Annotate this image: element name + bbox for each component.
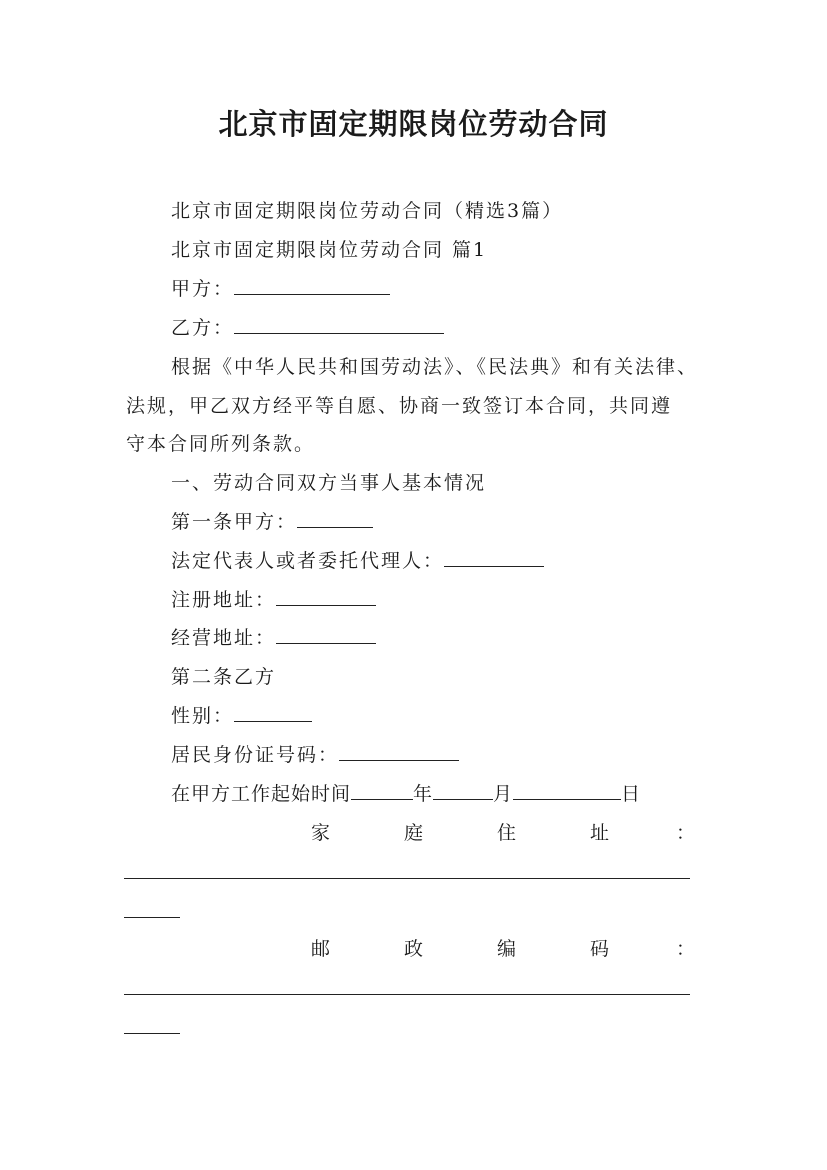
home-address-char: 家 (311, 822, 331, 844)
article-1-label: 第一条甲方： (171, 511, 298, 533)
document-title: 北京市固定期限岗位劳动合同 (218, 107, 609, 141)
month-label: 月 (493, 783, 514, 805)
party-b-line (171, 315, 444, 341)
home-address-char: 住 (497, 822, 517, 844)
party-b-blank (234, 315, 444, 334)
start-date-line (171, 781, 641, 807)
year-label: 年 (413, 783, 434, 805)
representative-line (171, 548, 544, 574)
month-blank (433, 781, 493, 800)
start-date-label: 在甲方工作起始时间 (171, 783, 352, 805)
party-a-label: 甲方： (171, 278, 235, 300)
postal-code-char: 编 (497, 938, 517, 960)
article-1-blank (297, 509, 373, 528)
postal-code-char: 政 (404, 938, 424, 960)
home-address-char: 庭 (404, 822, 424, 844)
preamble-line-3: 守本合同所列条款。 (126, 433, 316, 455)
gender-line (171, 703, 312, 729)
preamble-line-1: 根据《中华人民共和国劳动法》、《民法典》和有关法律、 (171, 356, 699, 378)
subtitle-part: 北京市固定期限岗位劳动合同 篇1 (171, 239, 488, 261)
article-1-line (171, 509, 373, 535)
postal-code-colon: ： (676, 938, 696, 960)
gender-blank (234, 703, 312, 722)
party-a-blank (234, 276, 390, 295)
representative-blank (444, 548, 544, 567)
registered-address-line (171, 587, 376, 613)
home-address-blank-line-2 (124, 917, 180, 918)
preamble-line-2: 法规，甲乙双方经平等自愿、协商一致签订本合同，共同遵 (126, 395, 673, 417)
representative-label: 法定代表人或者委托代理人： (171, 550, 445, 572)
postal-code-blank-line-2 (124, 1033, 180, 1034)
year-blank (351, 781, 413, 800)
article-2-heading: 第二条乙方 (171, 666, 277, 688)
gender-label: 性别： (171, 705, 235, 727)
party-b-label: 乙方： (171, 317, 235, 339)
section-1-heading: 一、劳动合同双方当事人基本情况 (171, 472, 487, 494)
registered-address-label: 注册地址： (171, 589, 277, 611)
home-address-colon: ： (676, 822, 696, 844)
business-address-label: 经营地址： (171, 627, 277, 649)
id-number-blank (339, 742, 459, 761)
id-number-line (171, 742, 459, 768)
postal-code-char: 邮 (311, 938, 331, 960)
home-address-char: 址 (590, 822, 610, 844)
postal-code-char: 码 (590, 938, 610, 960)
day-blank (513, 781, 621, 800)
home-address-blank-line-1 (124, 878, 690, 879)
business-address-line (171, 625, 376, 651)
id-number-label: 居民身份证号码： (171, 744, 340, 766)
postal-code-blank-line-1 (124, 994, 690, 995)
subtitle-collection: 北京市固定期限岗位劳动合同（精选3篇） (171, 200, 564, 222)
party-a-line (171, 276, 390, 302)
business-address-blank (276, 625, 376, 644)
registered-address-blank (276, 587, 376, 606)
day-label: 日 (621, 783, 642, 805)
